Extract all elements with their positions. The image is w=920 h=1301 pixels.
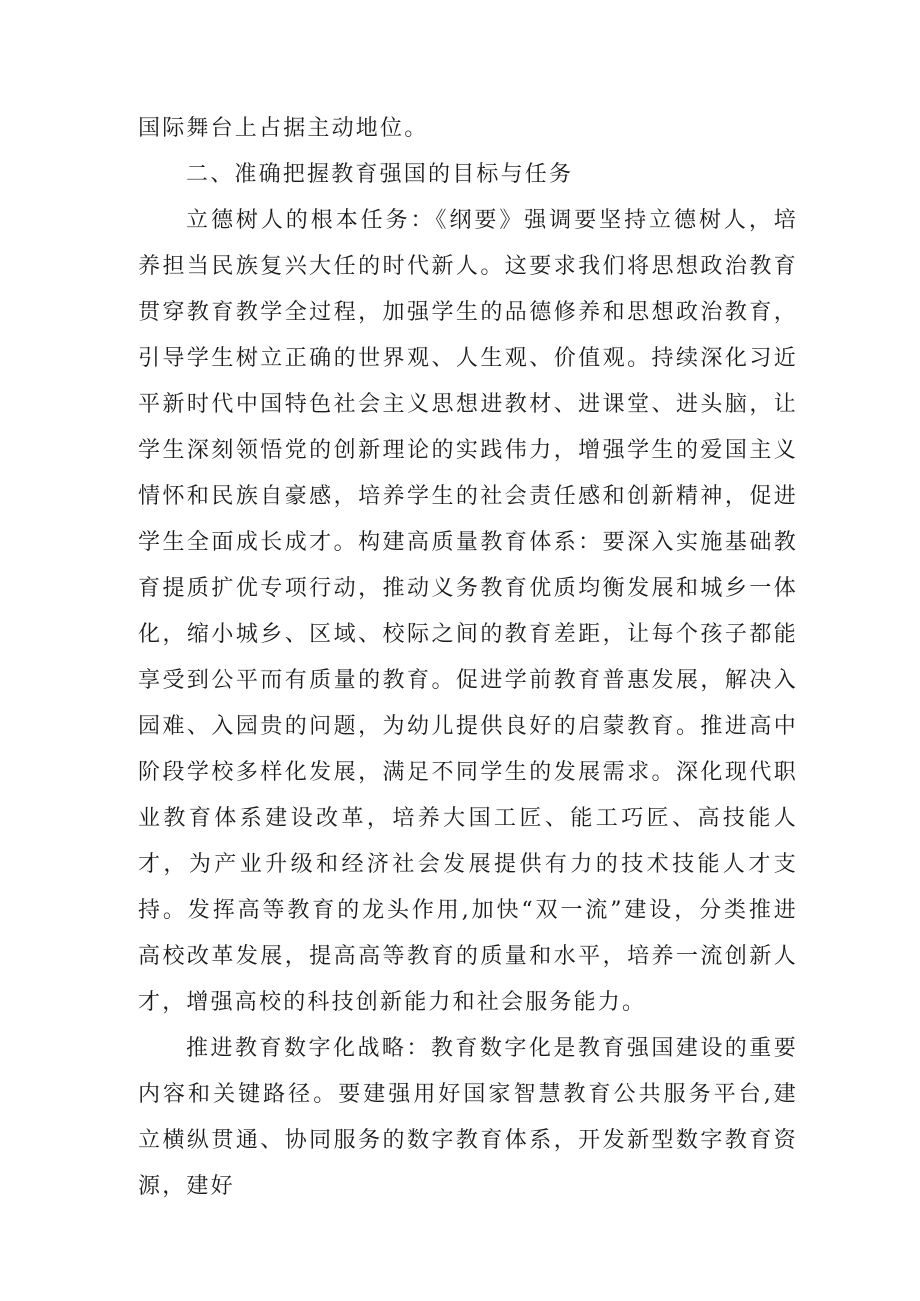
paragraph-digital-education: 推进教育数字化战略：教育数字化是教育强国建设的重要内容和关键路径。要建强用好国家智慧教育公共服务平台,建立横纵贯通、协同服务的数字教育体系，开发新型数字教育资源，建好 (138, 1036, 798, 1199)
paragraph-continuation: 国际舞台上占据主动地位。 (138, 116, 429, 141)
section-heading: 二、准确把握教育强国的目标与任务 (186, 162, 574, 187)
paragraph-moral-education: 立德树人的根本任务：《纲要》强调要坚持立德树人，培养担当民族复兴大任的时代新人。这要求我们将思想政治教育贯穿教育教学全过程，加强学生的品德修养和思想政治教育，引导学生树立正确的世界观、人生观、价值观。持续深化习近平新时代中国特色社会主义思想进教材、进课堂、进头脑，让学生深刻领悟党的创新理论的实践伟力，增强学生的爱国主义情怀和民族自豪感，培养学生的社会责任感和创新精神，促进学生全面成长成才。构建高质量教育体系：要深入实施基础教育提质扩优专项行动，推动义务教育优质均衡发展和城乡一体化，缩小城乡、区域、校际之间的教育差距，让每个孩子都能享受到公平而有质量的教育。促进学前教育普惠发展，解决入园难、入园贵的问题，为幼儿提供良好的启蒙教育。推进高中阶段学校多样化发展，满足不同学生的发展需求。深化现代职业教育体系建设改革，培养大国工匠、能工巧匠、高技能人才，为产业升级和经济社会发展提供有力的技术技能人才支持。发挥高等教育的龙头作用,加快“双一流”建设，分类推进高校改革发展，提高高等教育的质量和水平，培养一流创新人才，增强高校的科技创新能力和社会服务能力。 (138, 208, 798, 1015)
document-body (138, 106, 798, 1210)
